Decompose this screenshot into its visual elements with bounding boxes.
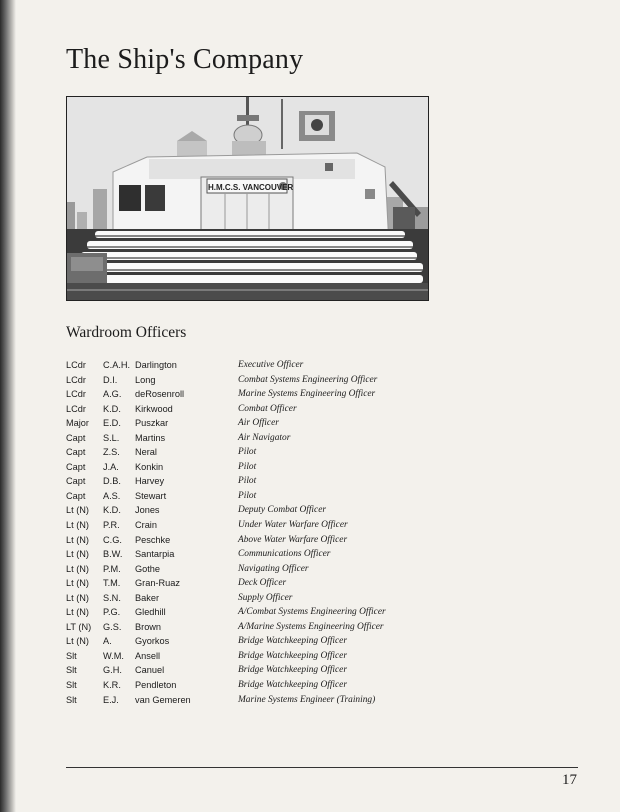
officer-role: Bridge Watchkeeping Officer [238, 636, 347, 647]
officer-surname: Martins [135, 432, 166, 443]
officer-role: Air Navigator [238, 432, 291, 443]
officer-rank: LCdr [66, 389, 86, 400]
officer-role: Supply Officer [238, 592, 293, 603]
officer-surname: Konkin [135, 461, 164, 472]
officer-role: Navigating Officer [238, 563, 309, 574]
officer-row [66, 591, 566, 606]
officer-surname: Gyorkos [135, 636, 170, 647]
officer-initials: K.R. [103, 680, 121, 691]
officer-rank: Major [66, 418, 89, 429]
officer-row [66, 533, 566, 548]
officer-initials: K.D. [103, 505, 121, 516]
officer-rank: Lt (N) [66, 534, 89, 545]
officer-row [66, 503, 566, 518]
officer-initials: C.A.H. [103, 360, 131, 370]
officer-row [66, 605, 566, 620]
officer-initials: K.D. [103, 403, 121, 414]
officer-initials: A.G. [103, 389, 122, 400]
officer-initials: Z.S. [103, 447, 120, 458]
officer-row [66, 649, 566, 664]
officer-role: Marine Systems Engineering Officer [238, 389, 376, 400]
officer-initials: E.J. [103, 694, 119, 705]
officer-row [66, 576, 566, 591]
officer-role: Deck Officer [238, 578, 287, 589]
officer-initials: S.L. [103, 432, 120, 443]
officer-surname: Gledhill [135, 607, 166, 618]
officer-role: Pilot [238, 461, 257, 472]
officer-row [66, 358, 566, 373]
officer-rank: Slt [66, 665, 77, 676]
officer-initials: E.D. [103, 418, 121, 429]
officer-row [66, 518, 566, 533]
officer-rank: LCdr [66, 374, 86, 385]
page-title: The Ship's Company [66, 44, 304, 75]
officer-initials: B.W. [103, 549, 123, 560]
officer-surname: Santarpia [135, 549, 175, 560]
officer-row [66, 663, 566, 678]
officer-role: Bridge Watchkeeping Officer [238, 665, 347, 676]
officer-role: Executive Officer [238, 360, 304, 370]
officer-surname: Long [135, 374, 156, 385]
officer-initials: P.M. [103, 563, 121, 574]
footer-rule [66, 767, 578, 768]
officer-role: Bridge Watchkeeping Officer [238, 680, 347, 691]
officer-surname: Puszkar [135, 418, 169, 429]
officer-initials: A.S. [103, 490, 121, 501]
officer-surname: Jones [135, 505, 160, 516]
officer-role: Air Officer [238, 418, 279, 429]
officer-surname: Baker [135, 592, 160, 603]
officer-surname: Neral [135, 447, 157, 458]
officer-initials: T.M. [103, 578, 121, 589]
officer-initials: S.N. [103, 592, 121, 603]
officer-initials: D.B. [103, 476, 121, 487]
officer-initials: W.M. [103, 650, 124, 661]
officer-surname: Canuel [135, 665, 165, 676]
officer-surname: deRosenroll [135, 389, 185, 400]
officer-initials: G.H. [103, 665, 122, 676]
officer-role: Combat Systems Engineering Officer [238, 374, 378, 385]
officer-rank: LCdr [66, 360, 86, 370]
officer-initials: C.G. [103, 534, 122, 545]
officer-row [66, 460, 566, 475]
officer-surname: van Gemeren [135, 694, 191, 705]
officer-role: A/Combat Systems Engineering Officer [238, 607, 386, 618]
officer-row [66, 620, 566, 635]
officer-rank: LCdr [66, 403, 86, 414]
officer-row [66, 474, 566, 489]
officer-surname: Stewart [135, 490, 167, 501]
book-spine-shadow [0, 0, 16, 812]
officer-rank: Lt (N) [66, 520, 89, 531]
officer-rank: Capt [66, 476, 86, 487]
officer-role: Pilot [238, 476, 257, 487]
officer-row [66, 373, 566, 388]
officer-rank: Lt (N) [66, 505, 89, 516]
officer-row [66, 562, 566, 577]
officer-surname: Gran-Ruaz [135, 578, 180, 589]
officer-initials: P.R. [103, 520, 120, 531]
officer-rank: Lt (N) [66, 563, 89, 574]
ship-name-sign: H.M.C.S. VANCOUVER [208, 183, 294, 192]
officer-surname: Brown [135, 621, 162, 632]
officer-initials: D.I. [103, 374, 118, 385]
officer-rank: LT (N) [66, 621, 92, 632]
officer-surname: Gothe [135, 563, 161, 574]
officer-row [66, 431, 566, 446]
officer-row [66, 489, 566, 504]
officer-surname: Crain [135, 520, 157, 531]
officer-rank: Lt (N) [66, 636, 89, 647]
officer-rank: Slt [66, 694, 77, 705]
officer-row [66, 445, 566, 460]
officer-row [66, 416, 566, 431]
officer-roster [66, 358, 566, 707]
officer-surname: Ansell [135, 650, 161, 661]
officer-role: Combat Officer [238, 403, 297, 414]
officer-role: Marine Systems Engineer (Training) [238, 694, 376, 705]
officer-role: Above Water Warfare Officer [238, 534, 348, 545]
officer-rank: Lt (N) [66, 578, 89, 589]
officer-row [66, 402, 566, 417]
officer-rank: Capt [66, 490, 86, 501]
officer-row [66, 387, 566, 402]
officer-surname: Kirkwood [135, 403, 173, 414]
officer-rank: Lt (N) [66, 607, 89, 618]
officer-rank: Capt [66, 432, 86, 443]
officer-role: Communications Officer [238, 549, 331, 560]
officer-row [66, 693, 566, 708]
officer-role: Under Water Warfare Officer [238, 520, 348, 531]
officer-initials: P.G. [103, 607, 121, 618]
officer-row [66, 678, 566, 693]
officer-role: Deputy Combat Officer [238, 505, 327, 516]
officer-rank: Lt (N) [66, 592, 89, 603]
officer-initials: J.A. [103, 461, 119, 472]
officer-surname: Harvey [135, 476, 165, 487]
officer-row [66, 634, 566, 649]
officer-rank: Slt [66, 680, 77, 691]
officer-role: Bridge Watchkeeping Officer [238, 650, 347, 661]
officer-role: Pilot [238, 447, 257, 458]
officer-surname: Pendleton [135, 680, 177, 691]
page-number: 17 [562, 772, 577, 788]
officer-rank: Capt [66, 447, 86, 458]
officer-surname: Peschke [135, 534, 171, 545]
officer-role: A/Marine Systems Engineering Officer [238, 621, 384, 632]
section-heading-wardroom-officers: Wardroom Officers [66, 324, 187, 341]
officer-initials: G.S. [103, 621, 122, 632]
officer-row [66, 547, 566, 562]
officer-initials: A. [103, 636, 112, 647]
ship-company-photo [66, 96, 429, 301]
officer-role: Pilot [238, 490, 257, 501]
officer-rank: Lt (N) [66, 549, 89, 560]
officer-surname: Darlington [135, 360, 177, 370]
officer-rank: Capt [66, 461, 86, 472]
officer-rank: Slt [66, 650, 77, 661]
